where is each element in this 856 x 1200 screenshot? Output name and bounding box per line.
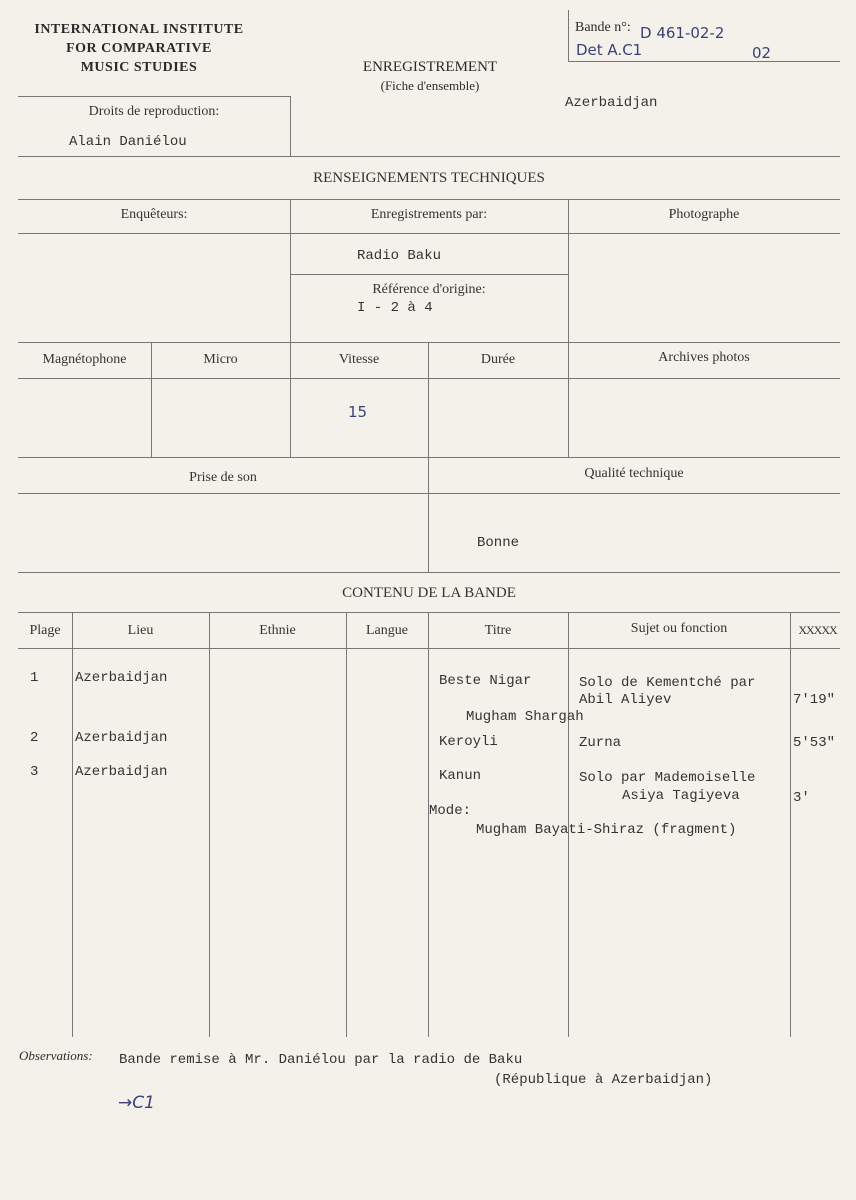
enqueteurs-label: Enquêteurs: xyxy=(120,207,188,222)
archives-label: Archives photos xyxy=(658,350,750,365)
enregistrements-label: Enregistrements par: xyxy=(370,207,488,222)
col-ethnie: Ethnie xyxy=(259,623,296,638)
row3-plage: 3 xyxy=(30,764,39,780)
row2-sujet: Zurna xyxy=(579,735,622,751)
row2-lieu: Azerbaidjan xyxy=(75,730,168,746)
row3-mode-value: Mugham Bayati-Shiraz (fragment) xyxy=(476,822,737,838)
bande-det: Det A.C1 xyxy=(576,41,643,59)
qualite-label: Qualité technique xyxy=(584,466,684,481)
contenu-title: CONTENU DE LA BANDE xyxy=(342,585,516,601)
tech-title: RENSEIGNEMENTS TECHNIQUES xyxy=(313,170,545,186)
qualite-value: Bonne xyxy=(477,535,520,551)
page-subtitle: (Fiche d'ensemble) xyxy=(380,78,480,93)
observations-line-1: Bande remise à Mr. Daniélou par la radio de Baku xyxy=(119,1052,523,1068)
vitesse-value: 15 xyxy=(348,403,368,421)
institute-name xyxy=(14,20,264,77)
droits-value: Alain Daniélou xyxy=(69,134,187,150)
row2-titre: Keroyli xyxy=(439,734,498,750)
col-duree: XXXXX xyxy=(798,623,837,637)
col-titre: Titre xyxy=(484,623,512,638)
row1-sujet-2: Abil Aliyev xyxy=(579,692,672,708)
vitesse-label: Vitesse xyxy=(338,352,380,367)
institute-line-2: FOR COMPARATIVE xyxy=(66,41,212,56)
reference-value: I - 2 à 4 xyxy=(357,300,433,316)
bande-label: Bande n°: xyxy=(575,20,631,35)
institute-line-3: MUSIC STUDIES xyxy=(80,60,198,75)
row1-extra: Mugham Shargah xyxy=(466,709,584,725)
bande-suffix: 02 xyxy=(752,44,772,62)
col-langue: Langue xyxy=(366,623,408,638)
droits-label: Droits de reproduction: xyxy=(88,104,220,119)
prise-label: Prise de son xyxy=(189,470,257,485)
institute-line-1: INTERNATIONAL INSTITUTE xyxy=(34,22,244,37)
bande-number: D 461-02-2 xyxy=(640,24,725,42)
duree-label: Durée xyxy=(480,352,516,367)
row3-lieu: Azerbaidjan xyxy=(75,764,168,780)
country: Azerbaidjan xyxy=(565,95,658,111)
row1-lieu: Azerbaidjan xyxy=(75,670,168,686)
row2-duree: 5'53" xyxy=(793,735,836,751)
observations-line-2: (République à Azerbaidjan) xyxy=(494,1072,713,1088)
micro-label: Micro xyxy=(203,352,238,367)
observations-handnote: →C1 xyxy=(118,1093,155,1113)
row3-duree: 3' xyxy=(793,790,810,806)
enregistrements-value: Radio Baku xyxy=(357,248,442,264)
row3-sujet-1: Solo par Mademoiselle xyxy=(579,770,756,786)
row1-sujet-1: Solo de Kementché par xyxy=(579,675,756,691)
row1-duree: 7'19" xyxy=(793,692,836,708)
col-plage: Plage xyxy=(29,623,61,638)
row3-mode-label: Mode: xyxy=(429,803,472,819)
reference-label: Référence d'origine: xyxy=(372,282,486,297)
observations-label: Observations: xyxy=(19,1048,93,1063)
row2-plage: 2 xyxy=(30,730,39,746)
col-lieu: Lieu xyxy=(127,623,154,638)
page-title: ENREGISTREMENT xyxy=(362,59,498,75)
photographe-label: Photographe xyxy=(668,207,740,222)
col-sujet: Sujet ou fonction xyxy=(630,621,728,636)
row1-plage: 1 xyxy=(30,670,39,686)
magnetophone-label: Magnétophone xyxy=(42,352,127,367)
row1-titre: Beste Nigar xyxy=(439,673,532,689)
row3-titre: Kanun xyxy=(439,768,482,784)
row3-sujet-2: Asiya Tagiyeva xyxy=(622,788,740,804)
